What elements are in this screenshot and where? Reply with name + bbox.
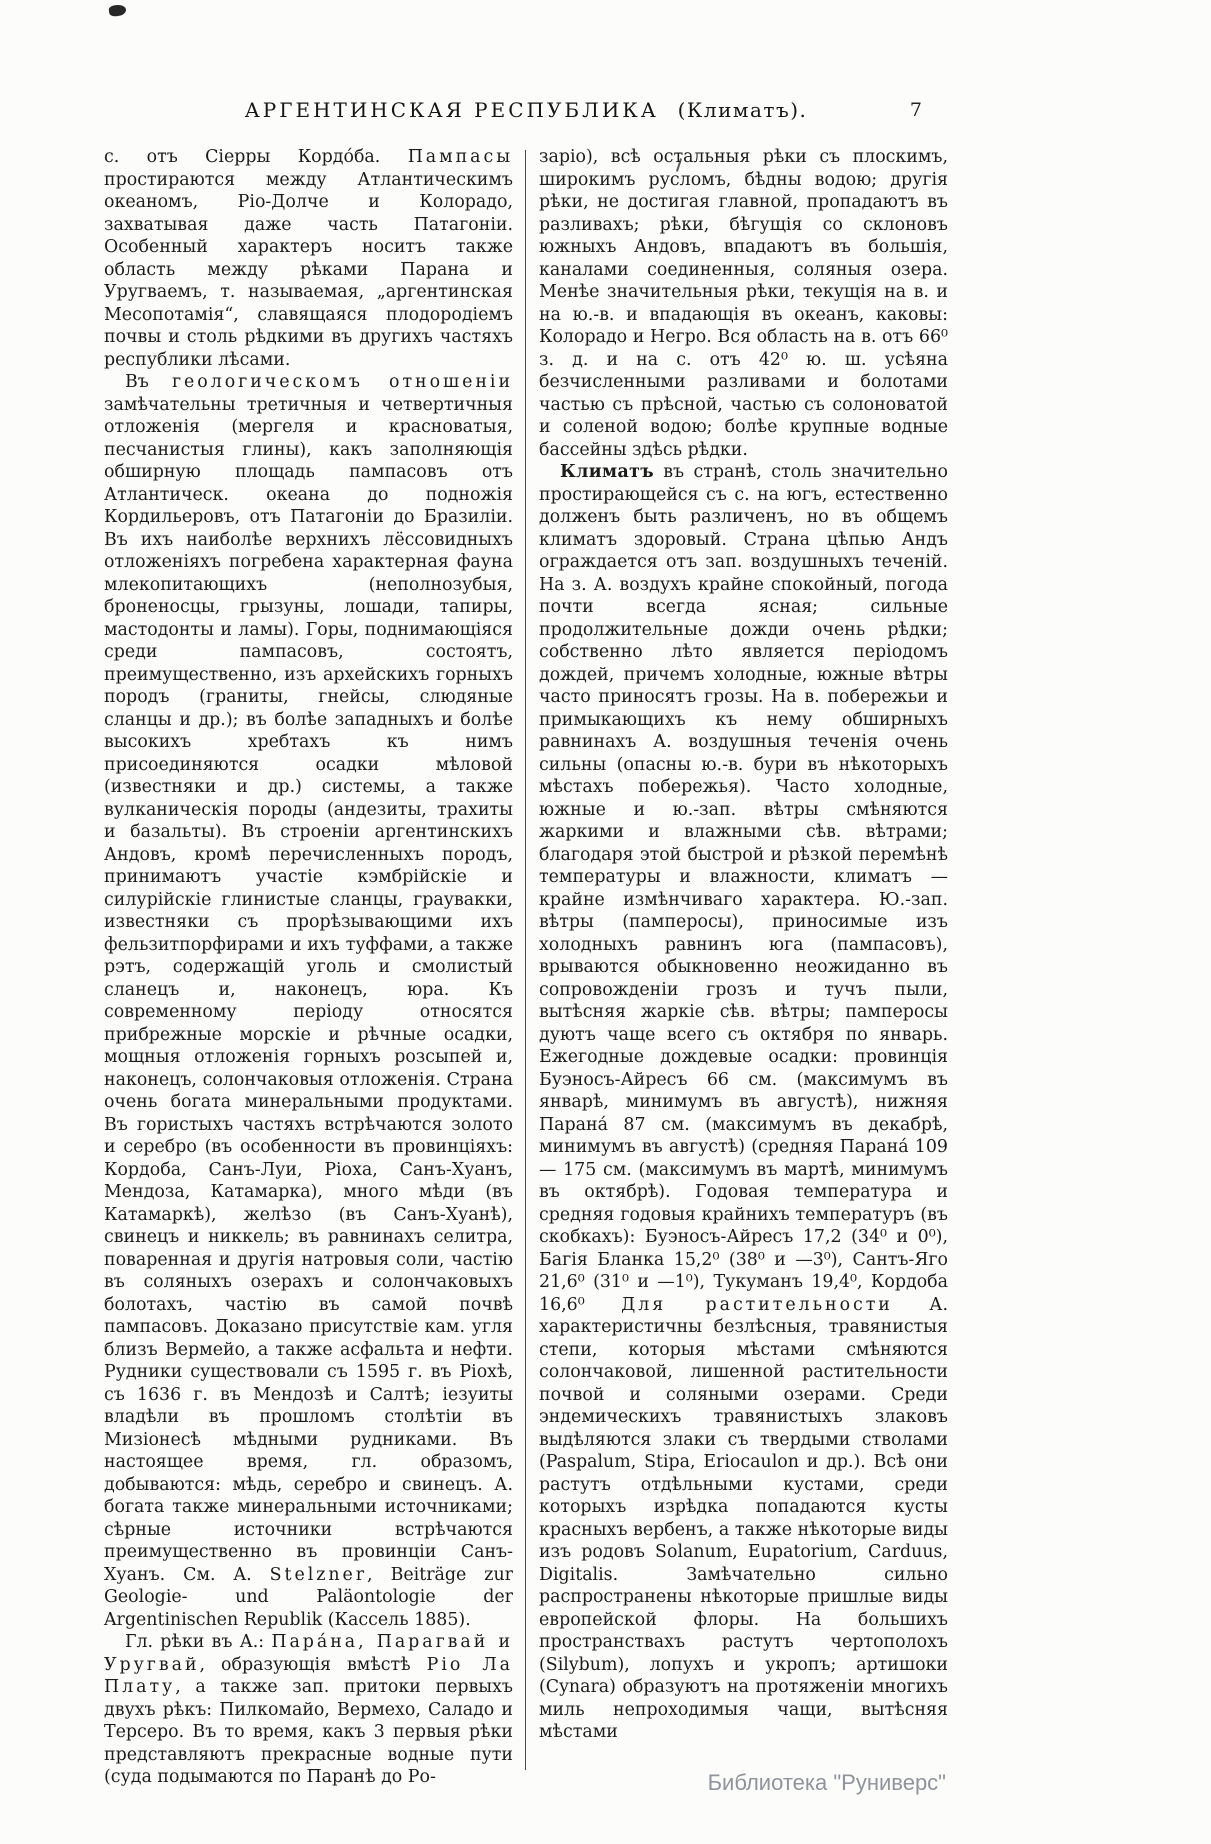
text-run: Для растительности (621, 1294, 893, 1315)
text-run: Ріо Ла Плату (104, 1654, 514, 1697)
text-run: , образующія вмѣстѣ (199, 1654, 427, 1675)
left-column (104, 146, 513, 1789)
scan-speck-artifact (108, 4, 126, 17)
text-columns (104, 146, 948, 1789)
text-run: А. характеристичны безлѣсныя, травянистыя степи, которыя мѣстами смѣняются солончаковой, лишенной растительности почвой и соляными озерами. Среди эндемическихъ травянистыхъ злаковъ выдѣляются злаки съ твердыми стволами (Paspalum, Stipa, Eriocaulon и др.). Всѣ они растутъ отдѣльными кустами, среди которыхъ изрѣдка попадаются кусты красныхъ вербенъ, а также нѣкоторые виды изъ родовъ Solanum, Eupatorium, Carduus, Digitalis. Замѣчательно сильно распространены нѣкоторые пришлые виды европейской флоры. На большихъ пространствахъ растутъ чертополохъ (Silybum), лопухъ и укропъ; артишоки (Cynara) образуютъ на протяженіи многихъ миль непроходимыя чащи, вытѣсняя мѣстами (539, 1294, 948, 1742)
text-run: простираются между Атлантическимъ океаномъ, Ріо-Долче и Колорадо, захватывая даже часть Патагоніи. Особенный характеръ носитъ также область между рѣками Парана и Уругваемъ, т. называемая, „аргентинская Месопотамія“, славящаяся плодородіемъ почвы и столь рѣдкими въ другихъ частяхъ республики лѣсами. (104, 169, 513, 370)
paragraph (104, 371, 513, 1631)
text-run: Пара́на, Парагвай и Уругвай (104, 1632, 513, 1675)
text-run: с. отъ Сіерры Кордо́ба. (104, 147, 408, 167)
column-divider-rule (525, 150, 526, 1770)
text-run: Въ (125, 372, 172, 392)
page-title-paren: (Климатъ). (677, 98, 808, 122)
text-run: заріо), всѣ остальныя рѣки съ плоскимъ, широкимъ русломъ, бѣдны водою; другія рѣки, не достигая главной, пропадаютъ въ разливахъ; рѣки, бѣгущія со склоновъ южныхъ Андовъ, впадаютъ въ большія, каналами соединенныя, соляныя озера. Менѣе значительныя рѣки, текущія на в. и на ю.-в. и впадающія въ океанъ, каковы: Колорадо и Негро. Вся область на в. отъ 66⁰ з. д. и на с. отъ 42⁰ ю. ш. усѣяна безчисленными разливами и болотами частью съ прѣсной, частью съ солоноватой и соленой водою; болѣе крупные водные бассейны здѣсь рѣдки. (539, 147, 948, 460)
text-run: Пампасы (407, 147, 513, 167)
paragraph (539, 461, 948, 1744)
text-run: геологическомъ отношеніи (171, 372, 513, 392)
text-run: замѣчательны третичныя и четвертичныя отложенія (мергеля и красноватыя, песчанистыя глины), какъ заполняющія обширную площадь пампасовъ отъ Атлантическ. океана до подножія Кордильеровъ, отъ Патагоніи до Бразиліи. Въ ихъ наиболѣе верхнихъ лёссовидныхъ отложеніяхъ погребена характерная фауна млекопитающихъ (неполнозубыя, броненосцы, грызуны, лошади, тапиры, мастодонты и ламы). Горы, поднимающіяся среди пампасовъ, состоятъ, преимущественно, изъ архейскихъ горныхъ породъ (граниты, гнейсы, слюдяные сланцы и др.); въ болѣе западныхъ и болѣе высокихъ хребтахъ къ нимъ присоединяются осадки мѣловой (известняки и др.) системы, а также вулканическія породы (андезиты, трахиты и базальты). Въ строеніи аргентинскихъ Андовъ, кромѣ перечисленныхъ породъ, принимаютъ участіе кэмбрійскіе и силурійскіе глинистые сланцы, граувакки, известняки съ прорѣзывающими ихъ фельзитпорфирами и ихъ туффами, а также рэтъ, содержащій уголь и смолистый сланецъ и, наконецъ, юра. Къ современному періоду относятся прибрежные морскіе и рѣчные осадки, мощныя отложенія горныхъ розсыпей и, наконецъ, солончаковыя отложенія. Страна очень богата минеральными продуктами. Въ гористыхъ частяхъ встрѣчаются золото и серебро (въ особенности въ провинціяхъ: Кордоба, Санъ-Луи, Ріоха, Санъ-Хуанъ, Мендоза, Катамарка), много мѣди (въ Катамаркѣ), желѣзо (въ Санъ-Хуанѣ), свинецъ и никкель; въ равнинахъ селитра, поваренная и другія натровыя соли, частію въ соляныхъ озерахъ и солончаковыхъ болотахъ, частію въ самой почвѣ пампасовъ. Доказано присутствіе кам. угля близъ Вермейо, а также асфальта и нефти. Рудники существовали съ 1595 г. въ Ріохѣ, съ 1636 г. въ Мендозѣ и Салтѣ; іезуиты владѣли въ прошломъ столѣтіи въ Мизіонесѣ мѣдными рудниками. Въ настоящее время, гл. образомъ, добываются: мѣдь, серебро и свинецъ. А. богата также минеральными источниками; сѣрные источники встрѣчаются преимущественно въ провинціи Санъ-Хуанъ. См. A. (104, 394, 513, 1585)
paragraph (104, 1631, 513, 1789)
text-run: , а также зап. притоки первыхъ двухъ рѣкъ: Пилкомайо, Вермехо, Саладо и Терсеро. Въ то время, какъ 3 первыя рѣки представляютъ прекрасные водные пути (суда подымаются по Паранѣ до Ро- (104, 1677, 513, 1787)
page-header (104, 98, 948, 132)
page-number: 7 (909, 99, 922, 121)
page-title (104, 98, 948, 122)
page-title-main: АРГЕНТИНСКАЯ РЕСПУБЛИКА (244, 98, 659, 122)
text-run: Климатъ (560, 462, 654, 482)
paragraph (104, 146, 513, 371)
text-run: Гл. рѣки въ А.: (125, 1632, 272, 1652)
paragraph (539, 146, 948, 461)
text-run: Stelzner (269, 1564, 368, 1585)
text-run: , Beiträge zur Geologie- und Paläontologie der Argentinischen Republik (Кассель 1885). (104, 1564, 513, 1630)
library-watermark: Библиотека "Руниверс" (707, 1770, 946, 1795)
right-column (539, 146, 948, 1789)
text-run: въ странѣ, столь значительно простирающейся съ с. на югъ, естественно долженъ быть различенъ, но въ общемъ климатъ здоровый. Страна цѣпью Андъ ограждается отъ зап. воздушныхъ теченій. На з. А. воздухъ крайне спокойный, погода почти всегда ясная; сильные продолжительные дожди очень рѣдки; собственно лѣто является періодомъ дождей, причемъ холодные, южные вѣтры часто приносятъ грозы. На в. побережьи и примыкающихъ къ нему обширныхъ равнинахъ А. воздушныя теченія очень сильны (опасны ю.-в. бури въ нѣкоторыхъ мѣстахъ побережья). Часто холодные, южные и ю.-зап. вѣтры смѣняются жаркими и влажными сѣв. вѣтрами; благодаря этой быстрой и рѣзкой перемѣнѣ температуры и влажности, климатъ — крайне измѣнчиваго характера. Ю.-зап. вѣтры (памперосы), приносимые изъ холодныхъ равнинъ юга (пампасовъ), врываются обыкновенно неожиданно въ сопровожденіи грозъ и тучъ пыли, вытѣсняя жаркіе сѣв. вѣтры; памперосы дуютъ чаще всего съ октября по январь. Ежегодные дождевые осадки: провинція Буэносъ-Айресъ 66 см. (максимумъ въ январѣ, минимумъ въ августѣ), нижняя Парана́ 87 см. (максимумъ въ декабрѣ, минимумъ въ августѣ) (средняя Парана́ 109 — 175 см. (максимумъ въ мартѣ, минимумъ въ октябрѣ). Годовая температура и средняя годовыя крайнихъ температуръ (въ скобкахъ): Буэносъ-Айресъ 17,2 (34⁰ и 0⁰), Багія Бланка 15,2⁰ (38⁰ и —3⁰), Сантъ-Яго 21,6⁰ (31⁰ и —1⁰), Тукуманъ 19,4⁰, Кордоба 16,6⁰ (539, 462, 948, 1315)
